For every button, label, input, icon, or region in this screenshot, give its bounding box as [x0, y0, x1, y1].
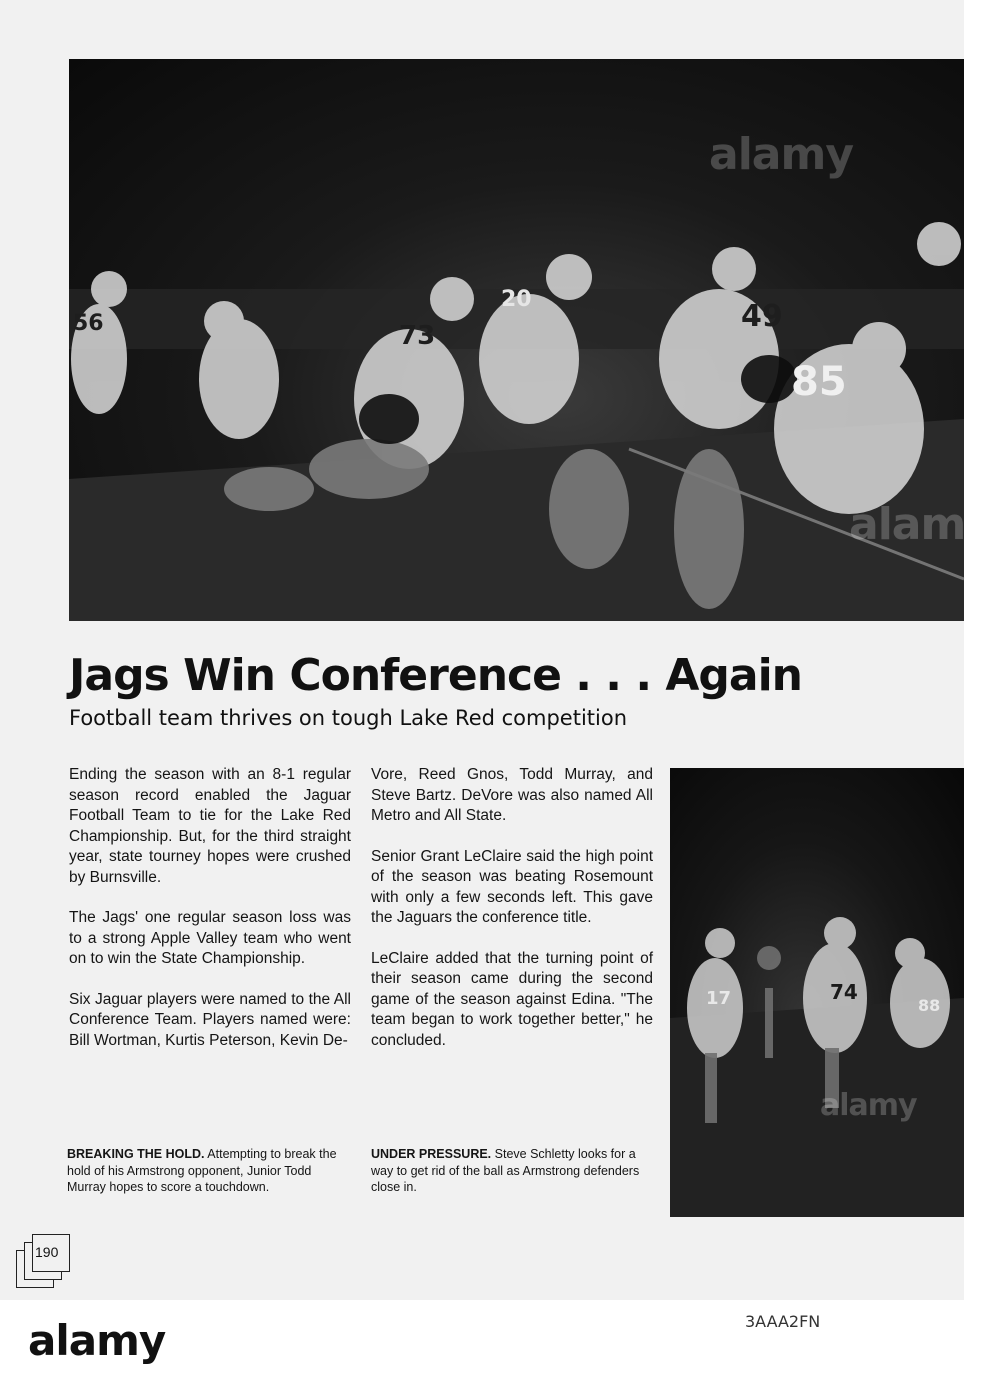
- body-paragraph: Ending the season with an 8-1 regular season record enabled the Jaguar Football Team to tie for the Lake Red Championship. But, for the third straight year, state tourney hopes were crushed by Burnsville.: [69, 766, 351, 886]
- watermark-text: alamy: [849, 499, 993, 550]
- jersey-number: 56: [73, 311, 104, 336]
- jersey-number: 85: [791, 359, 847, 405]
- article-subhead: Football team thrives on tough Lake Red competition: [69, 706, 628, 730]
- footer-image-id: 3AAA2FN: [745, 1312, 821, 1331]
- jersey-number: 74: [830, 980, 858, 1004]
- body-column-1: [69, 765, 351, 1071]
- caption-text: Attempting to break the hold of his Armstrong opponent, Junior Todd Murray hopes to score a touchdown.: [67, 1147, 337, 1194]
- photo-caption-under-pressure: [371, 1146, 655, 1196]
- jersey-number: 73: [399, 321, 436, 351]
- footer-logo: alamy: [28, 1316, 166, 1365]
- folio-box-front: [32, 1234, 70, 1272]
- jersey-number: 17: [706, 988, 732, 1009]
- caption-head: BREAKING THE HOLD.: [67, 1147, 205, 1161]
- main-football-photo: [69, 59, 993, 621]
- body-paragraph: Six Jaguar players were named to the All Conference Team. Players named were: Bill Wortman, Kurtis Peterson, Kevin De-: [69, 990, 351, 1049]
- page-number: 190: [35, 1244, 59, 1260]
- jersey-number: 20: [501, 287, 532, 312]
- caption-text: Steve Schletty looks for a way to get rid of the ball as Armstrong defenders close in.: [371, 1147, 640, 1194]
- photo-caption-breaking-the-hold: [67, 1146, 351, 1196]
- jersey-number: 88: [918, 996, 941, 1015]
- page-number-badge: [16, 1230, 76, 1290]
- side-football-photo: [670, 768, 964, 1217]
- watermark-text: alamy: [709, 129, 853, 180]
- caption-head: UNDER PRESSURE.: [371, 1147, 492, 1161]
- watermark-text: alamy: [820, 1088, 917, 1123]
- article-headline: Jags Win Conference . . . Again: [69, 650, 803, 701]
- body-paragraph: LeClaire added that the turning point of their season came during the second game of the season against Edina. "The team began to work together better," he concluded.: [371, 949, 653, 1049]
- body-paragraph: The Jags' one regular season loss was to a strong Apple Valley team who went on to win the State Championship.: [69, 909, 351, 967]
- body-column-2: [371, 765, 653, 1071]
- body-paragraph: Vore, Reed Gnos, Todd Murray, and Steve Bartz. DeVore was also named All Metro and All State.: [371, 766, 653, 824]
- body-paragraph: Senior Grant LeClaire said the high point of the season was beating Rosemount with only a few seconds left. This gave the Jaguars the conference title.: [371, 847, 653, 926]
- jersey-number: 49: [741, 299, 783, 334]
